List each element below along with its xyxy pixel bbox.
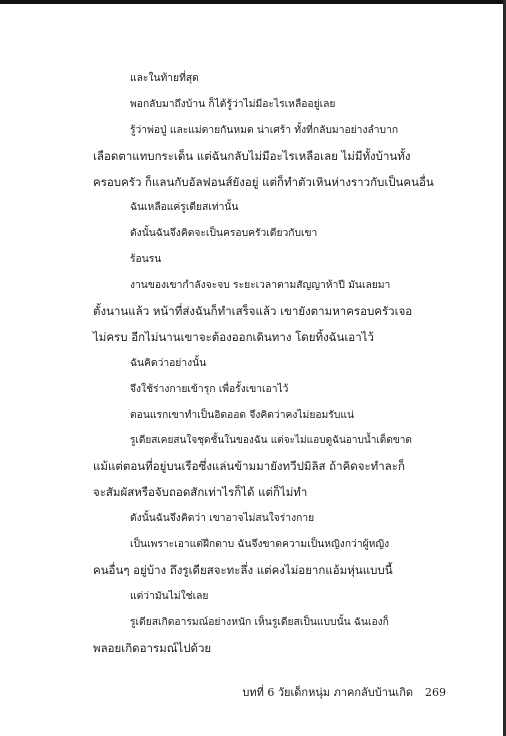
text-line: ดังนั้นฉันจึงคิดจะเป็นครอบครัวเดียวกับเขา xyxy=(130,227,318,240)
text-line: เป็นเพราะเอาแต่ฝึกดาบ ฉันจึงขาดความเป็นหญิงกว่าผู้หญิง xyxy=(130,538,390,551)
text-line: รูเดียสเกิดอารมณ์อย่างหนัก เห็นรูเดียสเป็นแบบนั้น ฉันเองก็ xyxy=(130,615,389,628)
text-line: ฉันเหลือแค่รูเดียสเท่านั้น xyxy=(130,201,239,214)
text-line: และในท้ายที่สุด xyxy=(130,72,199,84)
text-line: ครอบครัว ก็แลนกับอัลฟอนส์ยังอยู่ แต่ก็ทำตัวเหินห่างราวกับเป็นคนอื่น xyxy=(93,174,434,189)
text-line: พอกลับมาถึงบ้าน ก็ได้รู้ว่าไม่มีอะไรเหลืออยู่เลย xyxy=(130,97,336,110)
text-line: แต่ว่ามันไม่ใช่เลย xyxy=(130,589,209,602)
text-line: พลอยเกิดอารมณ์ไปด้วย xyxy=(93,640,212,655)
body-text xyxy=(93,66,445,661)
text-line: ร้อนรน xyxy=(130,253,162,266)
page-footer xyxy=(242,683,446,701)
text-line: ตอนแรกเขาทำเป็นอิดออด จึงคิดว่าคงไม่ยอมรับแน่ xyxy=(130,408,355,421)
chapter-title: บทที่ 6 วัยเด็กหนุ่ม ภาคกลับบ้านเกิด xyxy=(242,686,413,699)
text-line: ดังนั้นฉันจึงคิดว่า เขาอาจไม่สนใจร่างกาย xyxy=(130,512,315,525)
text-line: แม้แต่ตอนที่อยู่บนเรือซึ่งแล่นข้ามมายังทวีปมิลิส ถ้าคิดจะทำละก็ xyxy=(93,459,405,474)
top-border xyxy=(0,0,506,4)
text-line: ไม่ครบ อีกไม่นานเขาจะต้องออกเดินทาง โดยทิ้งฉันเอาไว้ xyxy=(93,329,374,344)
text-line: จึงใช้ร่างกายเข้ารุก เพื่อรั้งเขาเอาไว้ xyxy=(130,382,289,395)
text-line: จะสัมผัสหรือจับถอดสักเท่าไรก็ได้ แต่ก็ไม่ทำ xyxy=(93,485,308,500)
page-number: 269 xyxy=(425,686,446,699)
text-line: รูเดียสเคยสนใจชุดชั้นในของฉัน แต่จะไม่แอบดูฉันอาบน้ำเด็ดขาด xyxy=(130,435,412,447)
text-line: เลือดตาแทบกระเด็น แต่ฉันกลับไม่มีอะไรเหลือเลย ไม่มีทั้งบ้านทั้ง xyxy=(93,148,411,163)
text-line: ตั้งนานแล้ว หน้าที่ส่งฉันก็ทำเสร็จแล้ว เขายังตามหาครอบครัวเจอ xyxy=(93,304,413,319)
text-line: รู้ว่าพ่อปู่ และแม่ตายกันหมด น่าเศร้า ทั้งที่กลับมาอย่างลำบาก xyxy=(130,123,399,136)
text-line: คนอื่นๆ อยู่บ้าง ถึงรูเดียสจะทะลึ่ง แต่คงไม่อยากแอ้มหุ่นแบบนี้ xyxy=(93,562,393,577)
text-line: ฉันคิดว่าอย่างนั้น xyxy=(130,356,207,369)
text-line: งานของเขากำลังจะจบ ระยะเวลาตามสัญญาห้าปี มันเลยมา xyxy=(130,279,391,292)
